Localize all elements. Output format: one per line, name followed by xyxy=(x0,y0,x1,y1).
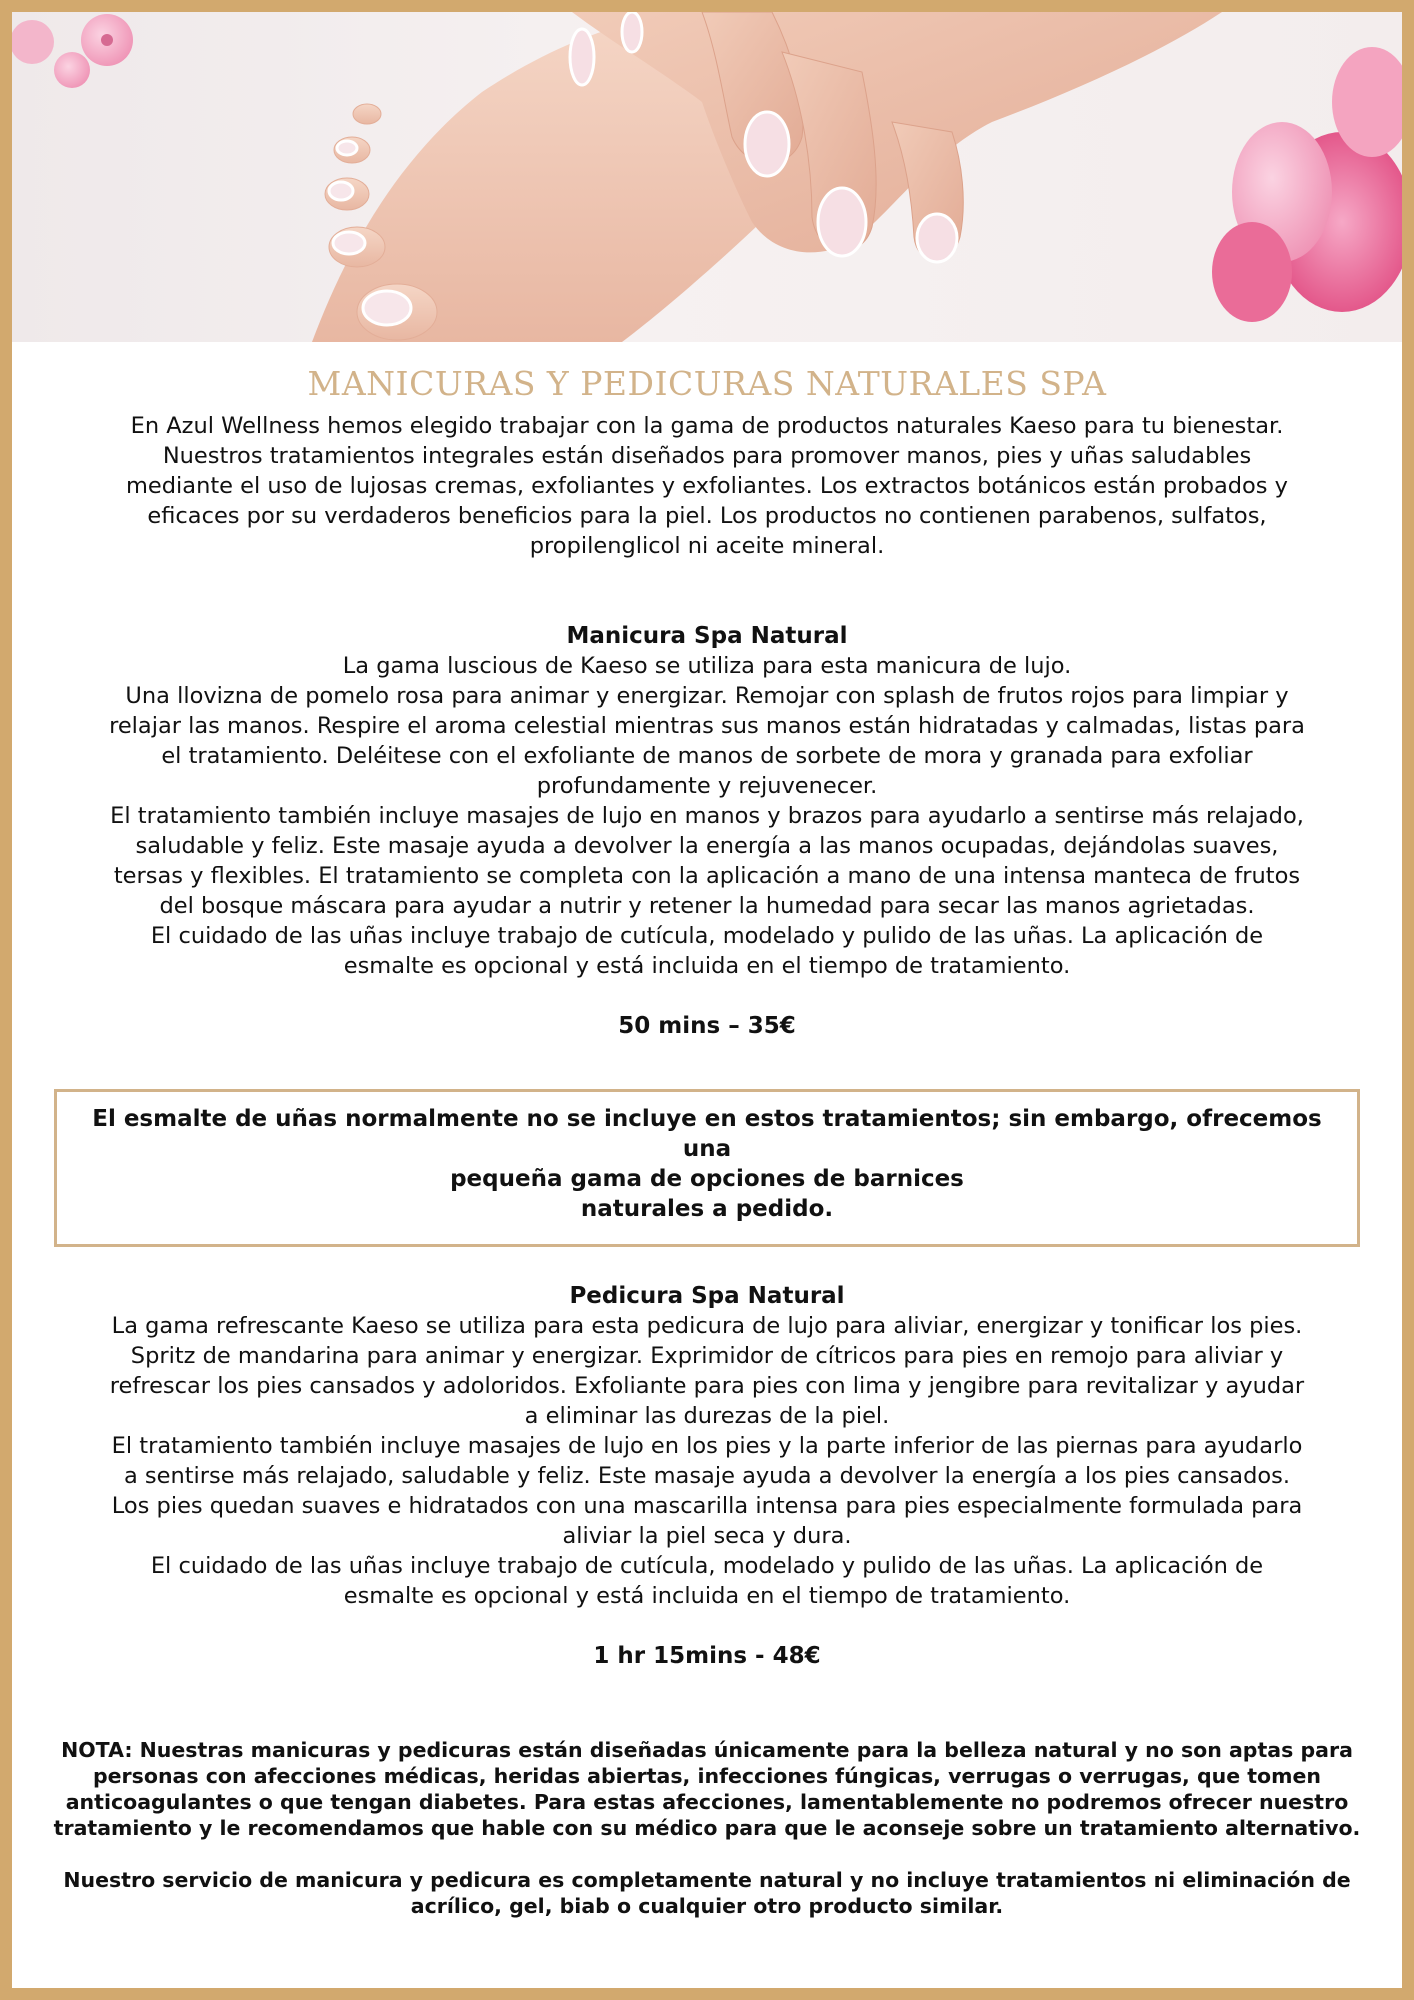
manicure-line: saludable y feliz. Este masaje ayuda a devolver la energía a las manos ocupadas, dejándolas suaves, xyxy=(135,833,1279,859)
pedicure-heading: Pedicura Spa Natural xyxy=(569,1283,845,1309)
manicure-line: El tratamiento también incluye masajes de lujo en manos y brazos para ayudarlo a sentirse más relajado, xyxy=(110,803,1304,829)
manicure-line: Una llovizna de pomelo rosa para animar y energizar. Remojar con splash de frutos rojos para limpiar y xyxy=(125,683,1289,709)
intro-line: eficaces por su verdaderos beneficios para la piel. Los productos no contienen parabenos, sulfatos, xyxy=(147,503,1267,529)
note-line: anticoagulantes o que tengan diabetes. Para estas afecciones, lamentablemente no podremos ofrecer nuestro xyxy=(65,1790,1349,1814)
manicure-line: esmalte es opcional y está incluida en el tiempo de tratamiento. xyxy=(343,953,1071,979)
manicure-line: relajar las manos. Respire el aroma celestial mientras sus manos están hidratadas y calmadas, listas para xyxy=(109,713,1305,739)
note-line: acrílico, gel, biab o cualquier otro producto similar. xyxy=(410,1894,1004,1918)
blossom-right xyxy=(1212,47,1402,322)
note-line: NOTA: Nuestras manicuras y pedicuras están diseñadas únicamente para la belleza natural y no son aptas para xyxy=(61,1738,1353,1762)
nail-polish-notice xyxy=(54,1089,1360,1247)
manicure-line: La gama luscious de Kaeso se utiliza para esta manicura de lujo. xyxy=(342,653,1072,679)
intro-line: Nuestros tratamientos integrales están diseñados para promover manos, pies y uñas saludables xyxy=(162,443,1252,469)
note-line: tratamiento y le recomendamos que hable con su médico para que le aconseje sobre un tratamiento alternativo. xyxy=(53,1816,1361,1840)
intro-line: propilenglicol ni aceite mineral. xyxy=(529,533,885,559)
page-title: MANICURAS Y PEDICURAS NATURALES SPA xyxy=(307,364,1107,403)
note-line: Nuestro servicio de manicura y pedicura es completamente natural y no incluye tratamientos ni eliminación de xyxy=(63,1868,1351,1892)
notice-line: El esmalte de uñas normalmente no se incluye en estos tratamientos; sin embargo, ofrecemos una xyxy=(92,1106,1322,1162)
intro-paragraph xyxy=(42,411,1372,561)
hands-feet-illustration xyxy=(12,12,1402,342)
manicure-description xyxy=(42,651,1372,981)
notice-line: pequeña gama de opciones de barnices xyxy=(450,1166,964,1192)
natural-service-note xyxy=(42,1867,1372,1919)
manicure-line: el tratamiento. Deléitese con el exfoliante de manos de sorbete de mora y granada para exfoliar xyxy=(161,743,1253,769)
notice-line: naturales a pedido. xyxy=(580,1196,834,1222)
manicure-line: tersas y flexibles. El tratamiento se completa con la aplicación a mano de una intensa manteca de frutos xyxy=(113,863,1301,889)
intro-line: mediante el uso de lujosas cremas, exfoliantes y exfoliantes. Los extractos botánicos están probados y xyxy=(125,473,1288,499)
pedicure-line: a sentirse más relajado, saludable y feliz. Este masaje ayuda a devolver la energía a los pies cansados. xyxy=(123,1463,1291,1489)
pedicure-line: Spritz de mandarina para animar y energizar. Exprimidor de cítricos para pies en remojo para aliviar y xyxy=(130,1343,1284,1369)
note-line: personas con afecciones médicas, heridas abiertas, infecciones fúngicas, verrugas o verrugas, que tomen xyxy=(92,1764,1321,1788)
pedicure-line: El cuidado de las uñas incluye trabajo de cutícula, modelado y pulido de las uñas. La aplicación de xyxy=(150,1553,1264,1579)
pedicure-price: 1 hr 15mins - 48€ xyxy=(593,1643,821,1669)
pedicure-line: a eliminar las durezas de la piel. xyxy=(524,1403,890,1429)
manicure-price: 50 mins – 35€ xyxy=(618,1013,796,1039)
intro-line: En Azul Wellness hemos elegido trabajar con la gama de productos naturales Kaeso para tu bienestar. xyxy=(130,413,1284,439)
pedicure-line: El tratamiento también incluye masajes de lujo en los pies y la parte inferior de las piernas para ayudarlo xyxy=(111,1433,1303,1459)
manicure-line: profundamente y rejuvenecer. xyxy=(536,773,878,799)
pedicure-line: La gama refrescante Kaeso se utiliza para esta pedicura de lujo para aliviar, energizar y tonificar los pies. xyxy=(111,1313,1303,1339)
manicure-heading: Manicura Spa Natural xyxy=(566,623,848,649)
hero-photo xyxy=(12,12,1402,342)
medical-note xyxy=(42,1737,1372,1841)
pedicure-line: refrescar los pies cansados y adoloridos. Exfoliante para pies con lima y jengibre para revitalizar y ayudar xyxy=(109,1373,1305,1399)
pedicure-line: Los pies quedan suaves e hidratados con una mascarilla intensa para pies especialmente formulada para xyxy=(111,1493,1303,1519)
blossom-left xyxy=(12,14,133,88)
pedicure-description xyxy=(42,1311,1372,1611)
pedicure-line: aliviar la piel seca y dura. xyxy=(562,1523,852,1549)
main-content xyxy=(42,342,1372,1919)
manicure-line: El cuidado de las uñas incluye trabajo de cutícula, modelado y pulido de las uñas. La aplicación de xyxy=(150,923,1264,949)
pedicure-line: esmalte es opcional y está incluida en el tiempo de tratamiento. xyxy=(343,1583,1071,1609)
manicure-line: del bosque máscara para ayudar a nutrir y retener la humedad para secar las manos agrietadas. xyxy=(159,893,1255,919)
